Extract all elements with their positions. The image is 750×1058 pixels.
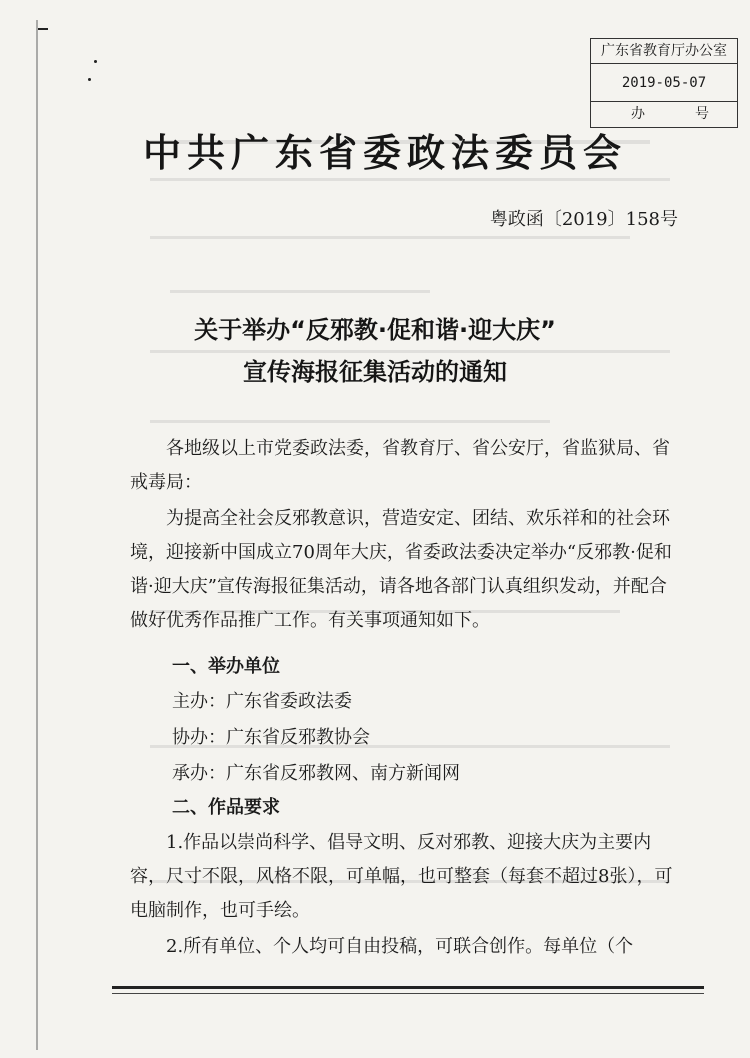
document-number: 粤政函〔2019〕158号 [489,209,678,230]
issuing-organization: 中共广东省委政法委员会 [142,131,627,175]
receipt-stamp [590,38,738,128]
bleed-through-texture [170,290,430,293]
notice-title-line1: 关于举办“反邪教·促和谐·迎大庆” [194,316,556,344]
intro-paragraph: 为提高全社会反邪教意识，营造安定、团结、欢乐祥和的社会环境，迎接新中国成立70周年大庆，省委政法委决定举办“反邪教·促和谐·迎大庆”宣传海报征集活动，请各地各部门认真组织发动，并配合做好优秀作品推广工作。有关事项通知如下。 [130,508,672,631]
stamp-title: 广东省教育厅办公室 [591,39,737,64]
bleed-through-texture [150,178,670,181]
section-heading-requirements: 二、作品要求 [172,797,280,818]
organizer-line: 主办：广东省委政法委 [172,691,352,712]
stamp-date: 2019-05-07 [591,65,737,102]
bleed-through-texture [150,420,550,423]
footer-rule-thick [112,986,704,989]
requirement-1: 1.作品以崇尚科学、倡导文明、反对邪教、迎接大庆为主要内容，尺寸不限，风格不限，可单幅，也可整套（每套不超过8张），可电脑制作，也可手绘。 [130,832,673,921]
co-organizer-line: 协办：广东省反邪教协会 [172,727,370,748]
notice-title-line2: 宣传海报征集活动的通知 [243,358,507,386]
bleed-through-texture [150,236,630,239]
scan-mark [94,60,97,63]
stamp-label-hao: 号 [695,106,709,122]
stamp-label-ban: 办 [631,106,645,122]
requirement-2: 2.所有单位、个人均可自由投稿，可联合创作。每单位（个 [166,936,634,957]
undertaker-line: 承办：广东省反邪教网、南方新闻网 [172,763,460,784]
scan-mark [38,28,48,30]
section-heading-organizers: 一、举办单位 [172,656,280,677]
scan-mark [88,78,91,81]
footer-rule-thin [112,993,704,994]
scan-left-edge [36,20,38,1050]
recipient-paragraph: 各地级以上市党委政法委，省教育厅、省公安厅，省监狱局、省戒毒局： [130,438,670,493]
